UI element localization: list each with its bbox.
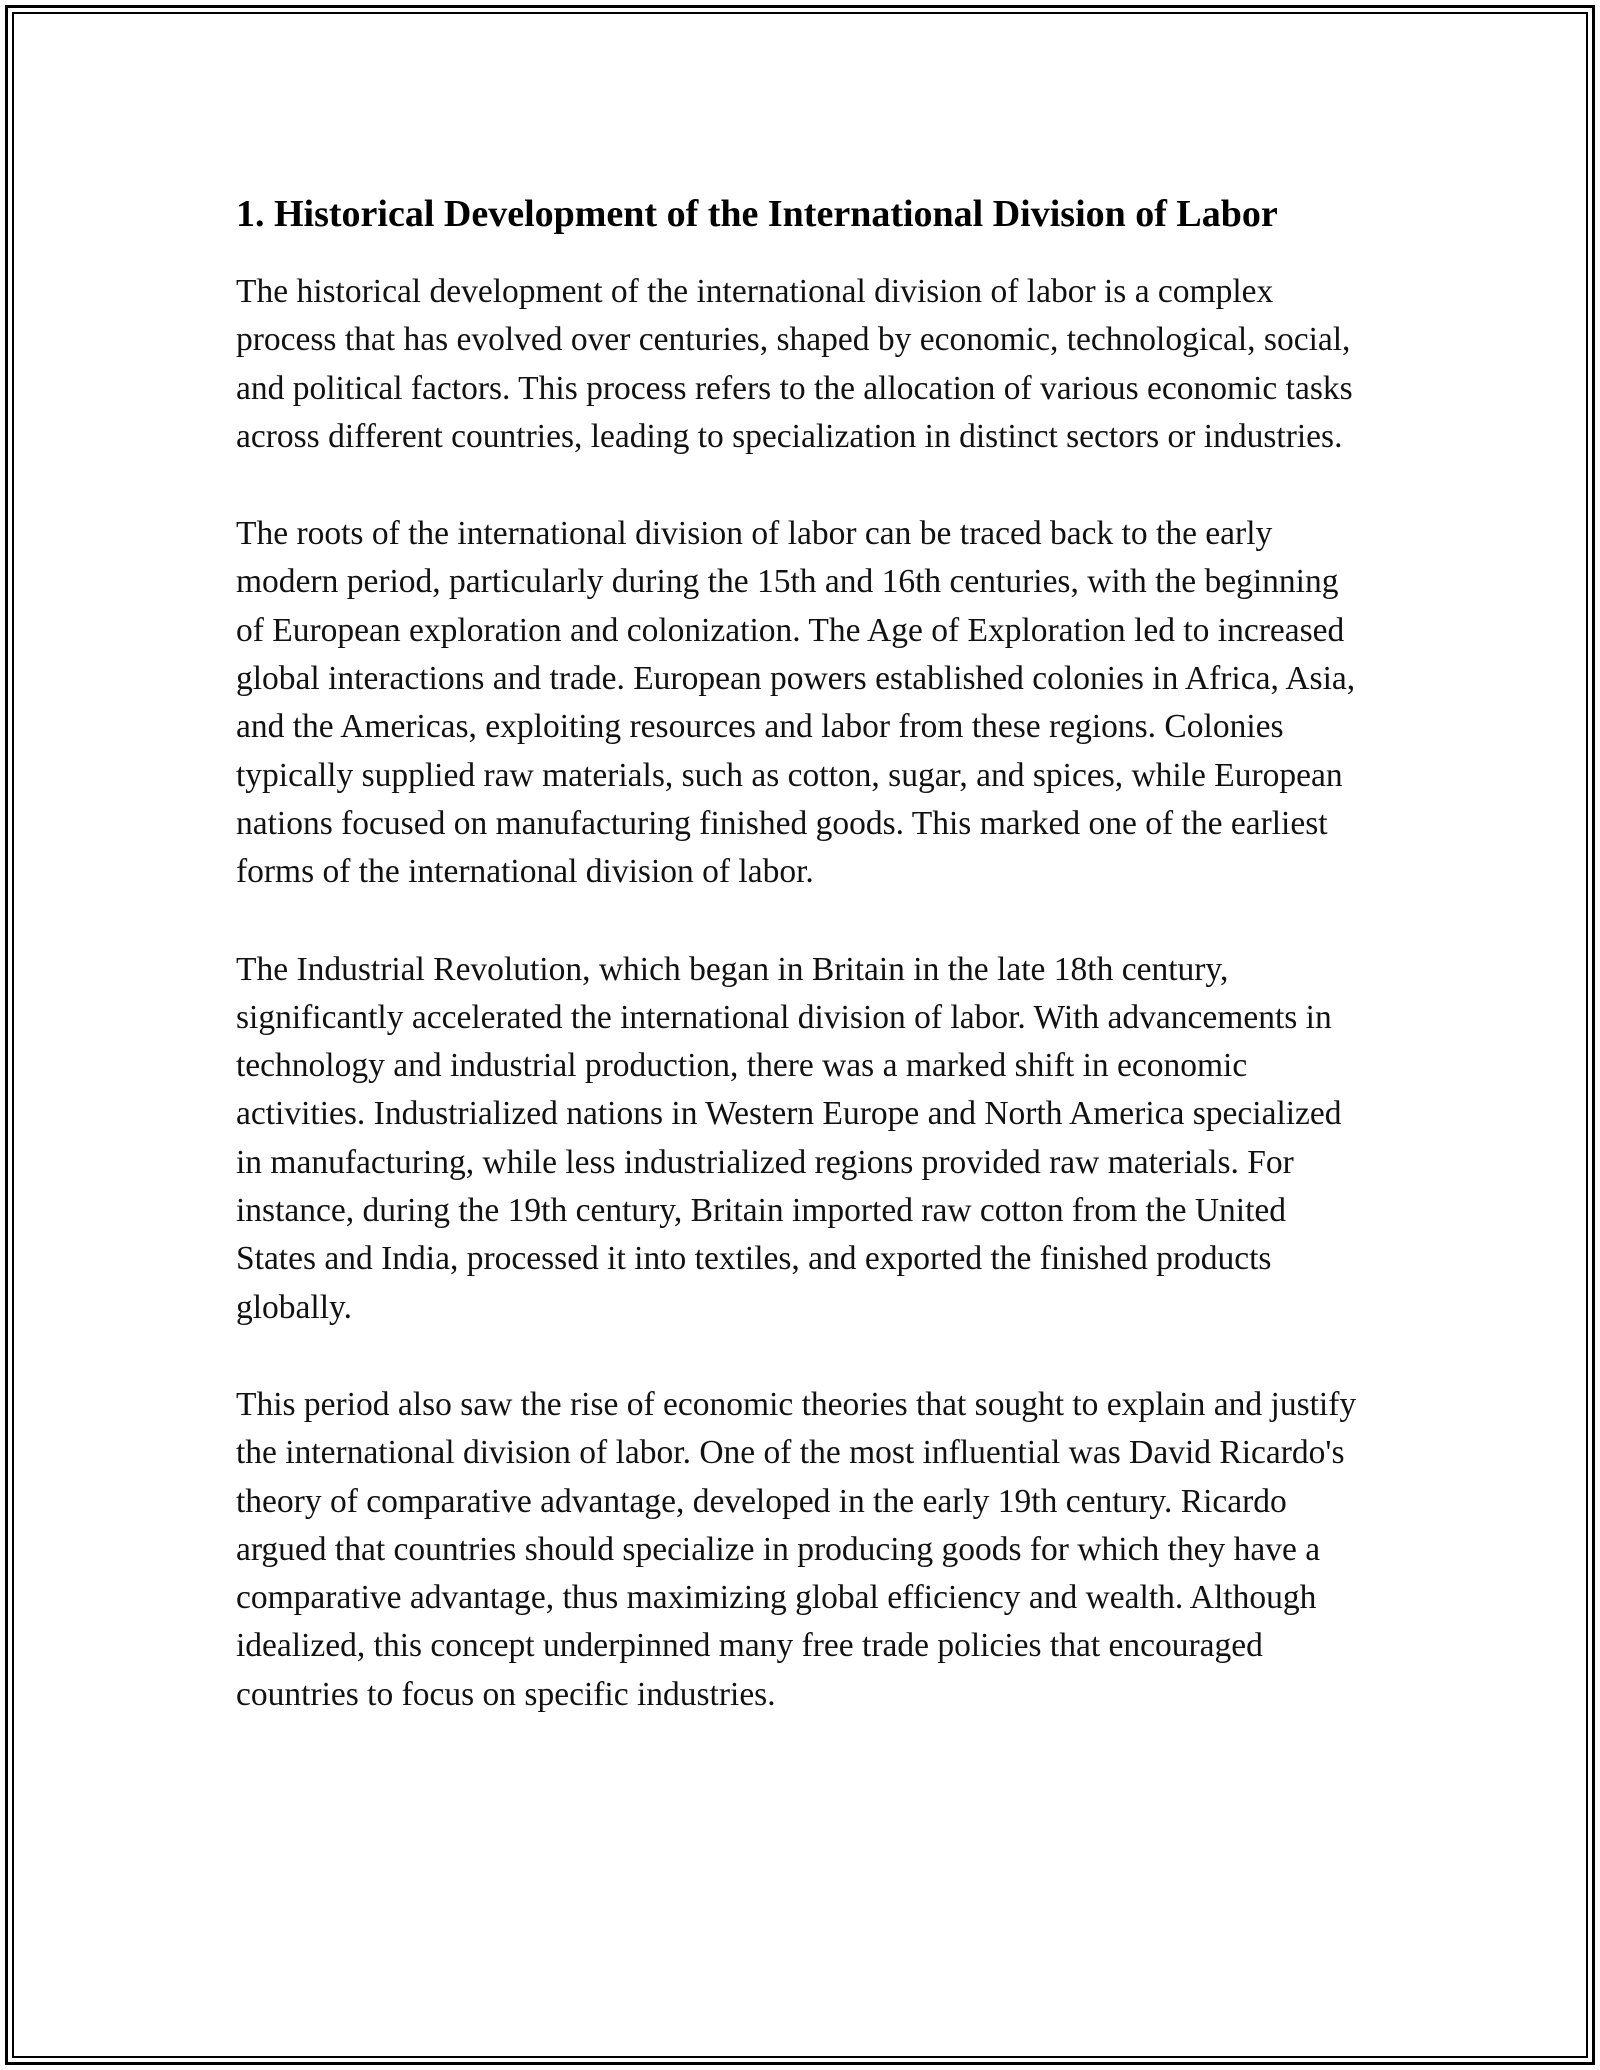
document-body — [236, 186, 1366, 1768]
paragraph-early-modern: The roots of the international division of labor can be traced back to the early modern period, particularly during the 15th and 16th centuries, with the beginning of European exploration and colonization. The Age of Exploration led to increased global interactions and trade. European powers established colonies in Africa, Asia, and the Americas, exploiting resources and labor from these regions. Colonies typically supplied raw materials, such as cotton, sugar, and spices, while European nations focused on manufacturing finished goods. This marked one of the earliest forms of the international division of labor. — [236, 515, 1356, 891]
paragraph-comparative-advantage: This period also saw the rise of economic theories that sought to explain and justify the international division of labor. One of the most influential was David Ricardo's theory of comparative advantage, developed in the early 19th century. Ricardo argued that countries should specialize in producing goods for which they have a comparative advantage, thus maximizing global efficiency and wealth. Although idealized, this concept underpinned many free trade policies that encouraged countries to focus on specific industries. — [236, 1385, 1357, 1713]
paragraph-intro: The historical development of the international division of labor is a complex process that has evolved over centuries, shaped by economic, technological, social, and political factors. This process refers to the allocation of various economic tasks across different countries, leading to specialization in distinct sectors or industries. — [236, 273, 1353, 455]
paragraph-industrial-revolution: The Industrial Revolution, which began in Britain in the late 18th century, significantly accelerated the international division of labor. With advancements in technology and industrial production, there was a marked shift in economic activities. Industrialized nations in Western Europe and North America specialized in manufacturing, while less industrialized regions provided raw materials. For instance, during the 19th century, Britain imported raw cotton from the United States and India, processed it into textiles, and exported the finished products globally. — [236, 950, 1342, 1326]
section-heading: 1. Historical Development of the International Division of Labor — [236, 193, 1278, 235]
